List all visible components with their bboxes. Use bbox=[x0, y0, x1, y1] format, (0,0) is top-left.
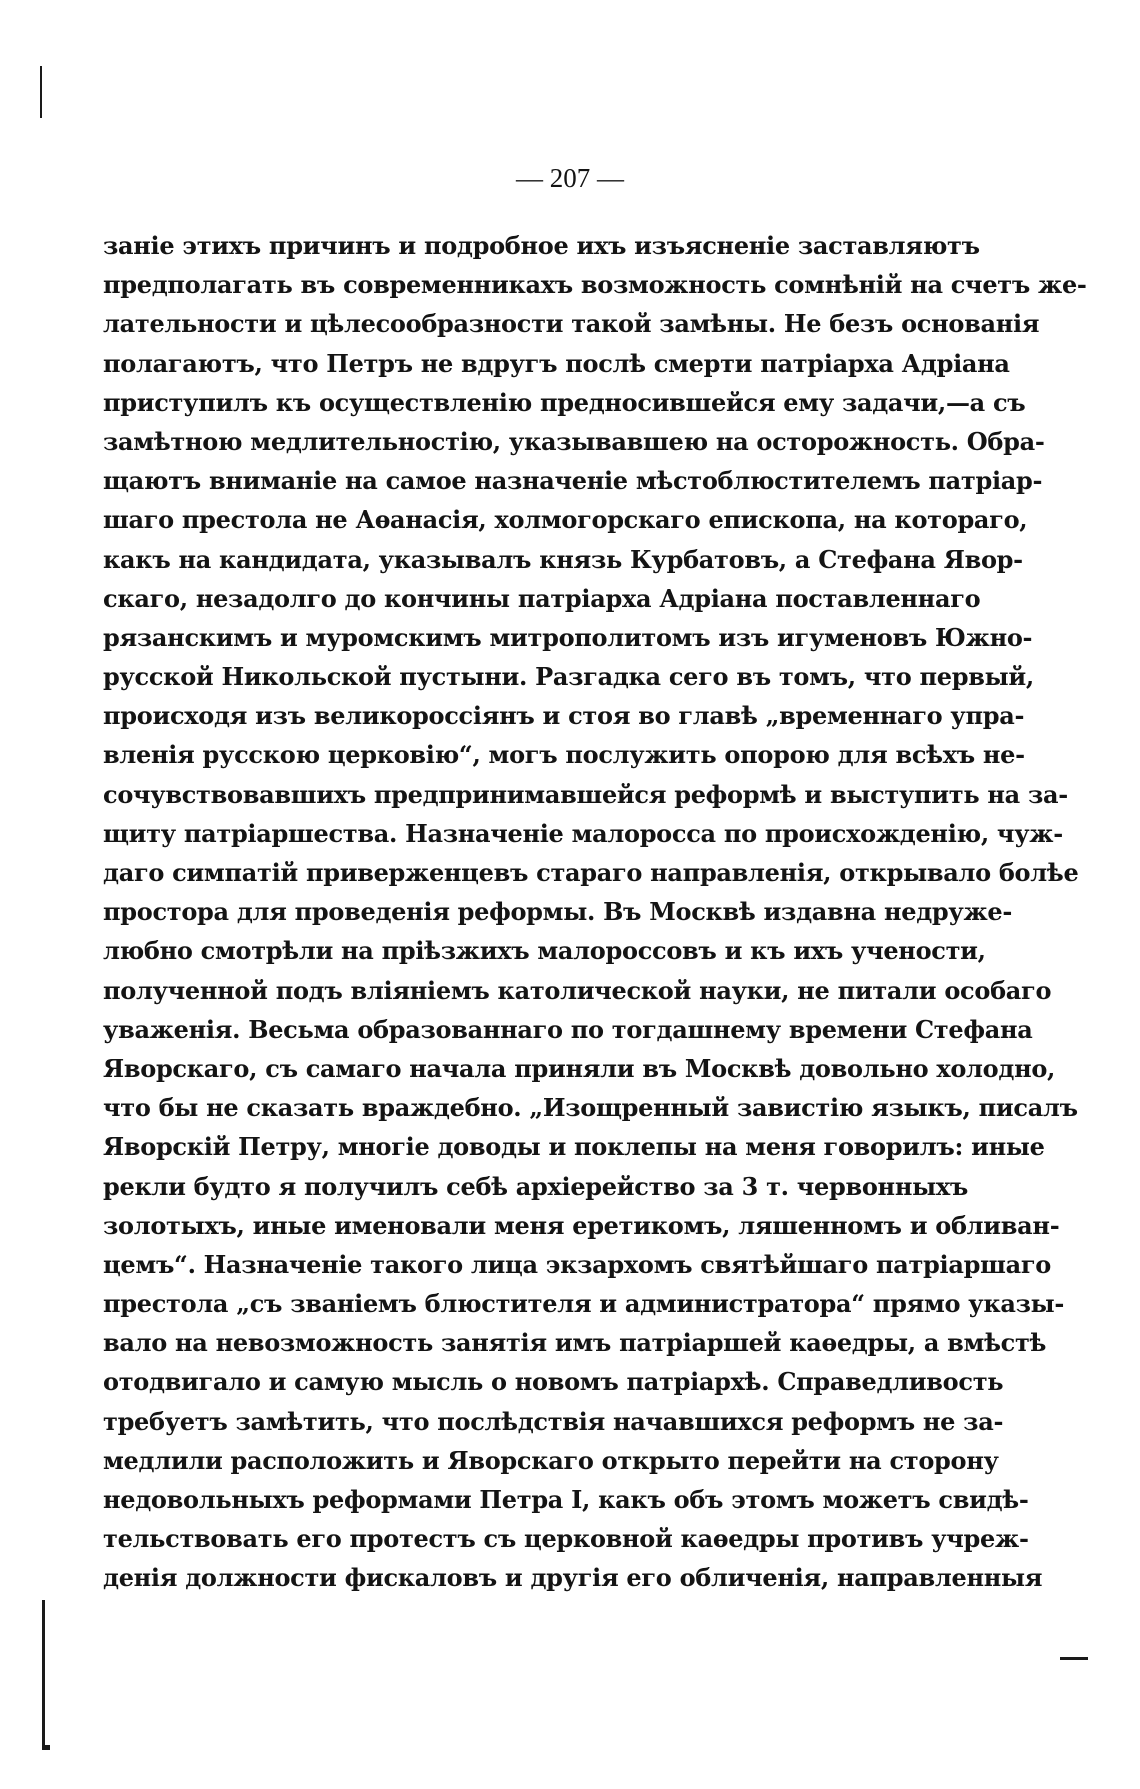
text-line: щиту патріаршества. Назначеніе малоросса по происхожденію, чуж- bbox=[103, 818, 1063, 848]
text-line: вало на невозможность занятія имъ патріаршей каѳедры, а вмѣстѣ bbox=[103, 1328, 1047, 1358]
text-line: тельствовать его протестъ съ церковной каѳедры противъ учреж- bbox=[103, 1524, 1029, 1554]
scan-margin-mark-bottom-left bbox=[42, 1600, 45, 1750]
body-text bbox=[103, 226, 1087, 1598]
text-line: полагаютъ, что Петръ не вдругъ послѣ смерти патріарха Адріана bbox=[103, 348, 1010, 378]
scan-margin-mark-right bbox=[1060, 1657, 1088, 1660]
text-line: простора для проведенія реформы. Въ Москвѣ издавна недруже- bbox=[103, 897, 1013, 927]
text-line: Яворскаго, съ самаго начала приняли въ Москвѣ довольно холодно, bbox=[103, 1053, 1056, 1083]
text-line: любно смотрѣли на пріѣзжихъ малороссовъ и къ ихъ учености, bbox=[103, 936, 986, 966]
text-line: Яворскій Петру, многіе доводы и поклепы на меня говорилъ: иные bbox=[103, 1132, 1045, 1162]
text-line: престола „съ званіемъ блюстителя и администратора“ прямо указы- bbox=[103, 1289, 1065, 1319]
scan-margin-mark-bottom-left-tail bbox=[42, 1745, 50, 1750]
text-line: рязанскимъ и муромскимъ митрополитомъ изъ игуменовъ Южно- bbox=[103, 622, 1033, 652]
text-line: какъ на кандидата, указывалъ князь Курбатовъ, а Стефана Явор- bbox=[103, 544, 1023, 574]
text-line: что бы не сказать враждебно. „Изощренный завистію языкъ, писалъ bbox=[103, 1093, 1078, 1123]
text-line: сочувствовавшихъ предпринимавшейся реформѣ и выступить на за- bbox=[103, 779, 1068, 809]
text-line: русской Никольской пустыни. Разгадка сего въ томъ, что первый, bbox=[103, 662, 1034, 692]
page-number: — 207 — bbox=[516, 163, 624, 193]
text-line: предполагать въ современникахъ возможность сомнѣній на счетъ же- bbox=[103, 270, 1087, 300]
text-line: рекли будто я получилъ себѣ архіерейство за 3 т. червонныхъ bbox=[103, 1171, 968, 1201]
text-line: происходя изъ великороссіянъ и стоя во главѣ „временнаго упра- bbox=[103, 701, 1025, 731]
text-line: шаго престола не Аѳанасія, холмогорскаго епископа, на котораго, bbox=[103, 505, 1028, 535]
text-line: приступилъ къ осуществленію предносившейся ему задачи,—а съ bbox=[103, 387, 1026, 417]
text-line: заніе этихъ причинъ и подробное ихъ изъясненіе заставляютъ bbox=[103, 231, 980, 260]
text-line: щаютъ вниманіе на самое назначеніе мѣстоблюстителемъ патріар- bbox=[103, 466, 1043, 496]
text-line: медлили расположить и Яворскаго открыто перейти на сторону bbox=[103, 1445, 999, 1475]
scan-margin-mark-top-left bbox=[40, 66, 42, 118]
text-line: требуетъ замѣтить, что послѣдствія начавшихся реформъ не за- bbox=[103, 1406, 1004, 1436]
text-line: лательности и цѣлесообразности такой замѣны. Не безъ основанія bbox=[103, 309, 1040, 339]
text-line: уваженія. Весьма образованнаго по тогдашнему времени Стефана bbox=[103, 1014, 1033, 1044]
text-line: вленія русскою церковію“, могъ послужить опорою для всѣхъ не- bbox=[103, 740, 1025, 770]
text-line: золотыхъ, иные именовали меня еретикомъ, ляшенномъ и обливан- bbox=[103, 1210, 1060, 1240]
text-line: полученной подъ вліяніемъ католической науки, не питали особаго bbox=[103, 975, 1052, 1005]
text-line: недовольныхъ реформами Петра I, какъ объ этомъ можетъ свидѣ- bbox=[103, 1485, 1029, 1514]
text-line: скаго, незадолго до кончины патріарха Адріана поставленнаго bbox=[103, 583, 981, 613]
text-line: даго симпатій приверженцевъ стараго направленія, открывало болѣе bbox=[103, 858, 1079, 887]
text-line: цемъ“. Назначеніе такого лица экзархомъ святѣйшаго патріаршаго bbox=[103, 1249, 1051, 1279]
text-line: отодвигало и самую мысль о новомъ патріархѣ. Справедливость bbox=[103, 1367, 1004, 1397]
text-line: замѣтною медлительностію, указывавшею на осторожность. Обра- bbox=[103, 426, 1045, 456]
text-line: денія должности фискаловъ и другія его обличенія, направленныя bbox=[103, 1563, 1043, 1593]
